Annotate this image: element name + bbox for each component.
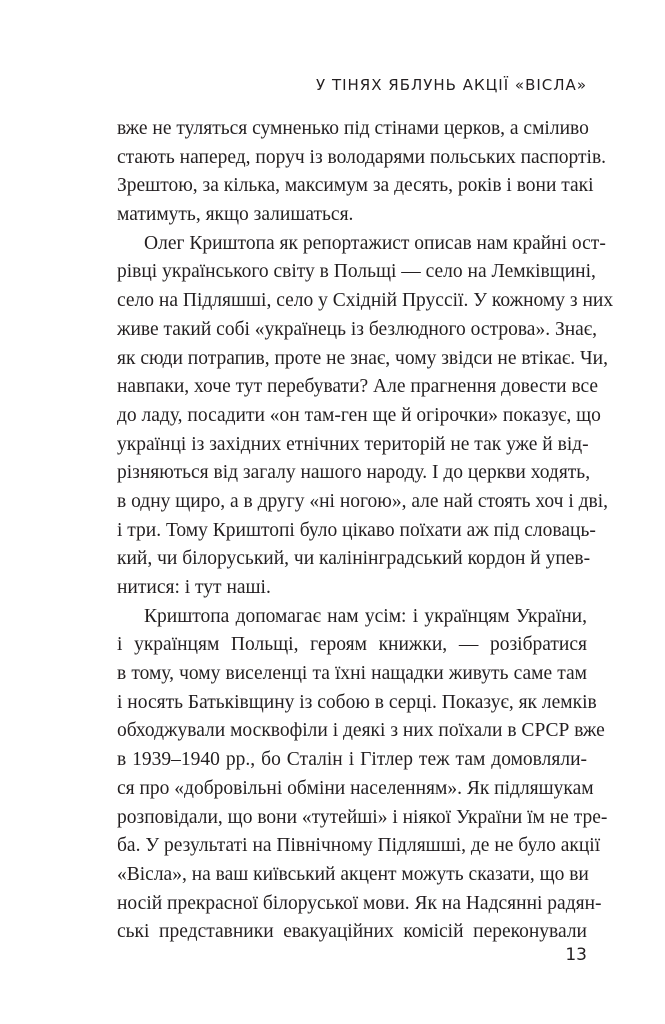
text-line: різняються від загалу нашого народу. І до церкви ходять, [117, 462, 591, 484]
text-line: село на Підляшші, село у Східній Пруссії. У кожному з них [117, 290, 614, 312]
text-line: ба. У результаті на Північному Підляшші, де не було акції [117, 835, 601, 857]
page-number: 13 [565, 945, 587, 965]
text-line: і носять Батьківщину із собою в серці. Показує, як лемків [117, 691, 597, 713]
page-body-text [117, 115, 614, 947]
text-line: і три. Тому Криштопі було цікаво поїхати аж під словаць- [117, 519, 596, 541]
text-line: ся про «добровільні обміни населенням». Як підляшукам [117, 777, 594, 799]
text-line: нитися: і тут наші. [117, 577, 271, 598]
text-line: і українцям Польщі, героям книжки, — розібратися [117, 634, 587, 656]
text-line: як сюди потрапив, проте не знає, чому звідси не втікає. Чи, [117, 347, 608, 369]
text-line: розповідали, що вони «тутейші» і ніякої України їм не тре- [117, 806, 608, 828]
text-line: стають наперед, поруч із володарями польських паспортів. [117, 146, 607, 168]
text-line: до ладу, посадити «он там-ген ще й огірочки» показує, що [117, 404, 601, 426]
text-line: «Вісла», на ваш київський акцент можуть сказати, що ви [117, 863, 589, 885]
text-line: українці із західних етнічних територій не так уже й від- [117, 433, 589, 455]
text-line: носій прекрасної білоруської мови. Як на Надсянні радян- [117, 892, 602, 914]
text-line: кий, чи білоруський, чи калінінградський кордон й упев- [117, 548, 591, 570]
text-line: в 1939–1940 рр., бо Сталін і Гітлер теж там домовляли- [117, 749, 587, 771]
text-line: навпаки, хоче тут перебувати? Але прагнення довести все [117, 376, 599, 398]
text-line: в одну щиро, а в другу «ні ногою», але най стоять хоч і дві, [117, 490, 609, 512]
text-line: обходжували москвофіли і деякі з них поїхали в СРСР вже [117, 720, 605, 742]
text-line: ські представники евакуаційних комісій переконували [117, 921, 587, 943]
text-line: Криштопа допомагає нам усім: і українцям України, [144, 605, 587, 627]
text-line: живе такий собі «українець із безлюдного острова». Знає, [117, 318, 598, 340]
text-line: Зрештою, за кілька, максимум за десять, років і вони такі [117, 175, 594, 197]
text-line: Олег Криштопа як репортажист описав нам крайні ост- [144, 232, 606, 254]
text-line: в тому, чому виселенці та їхні нащадки живуть саме там [117, 663, 587, 685]
text-line: рівці українського світу в Польщі — село на Лемківщині, [117, 261, 596, 283]
text-line: вже не туляться сумненько під стінами церков, а сміливо [117, 118, 589, 139]
running-header: У ТІНЯХ ЯБЛУНЬ АКЦІЇ «ВІСЛА» [316, 76, 587, 94]
text-line: матимуть, якщо залишаться. [117, 204, 354, 226]
